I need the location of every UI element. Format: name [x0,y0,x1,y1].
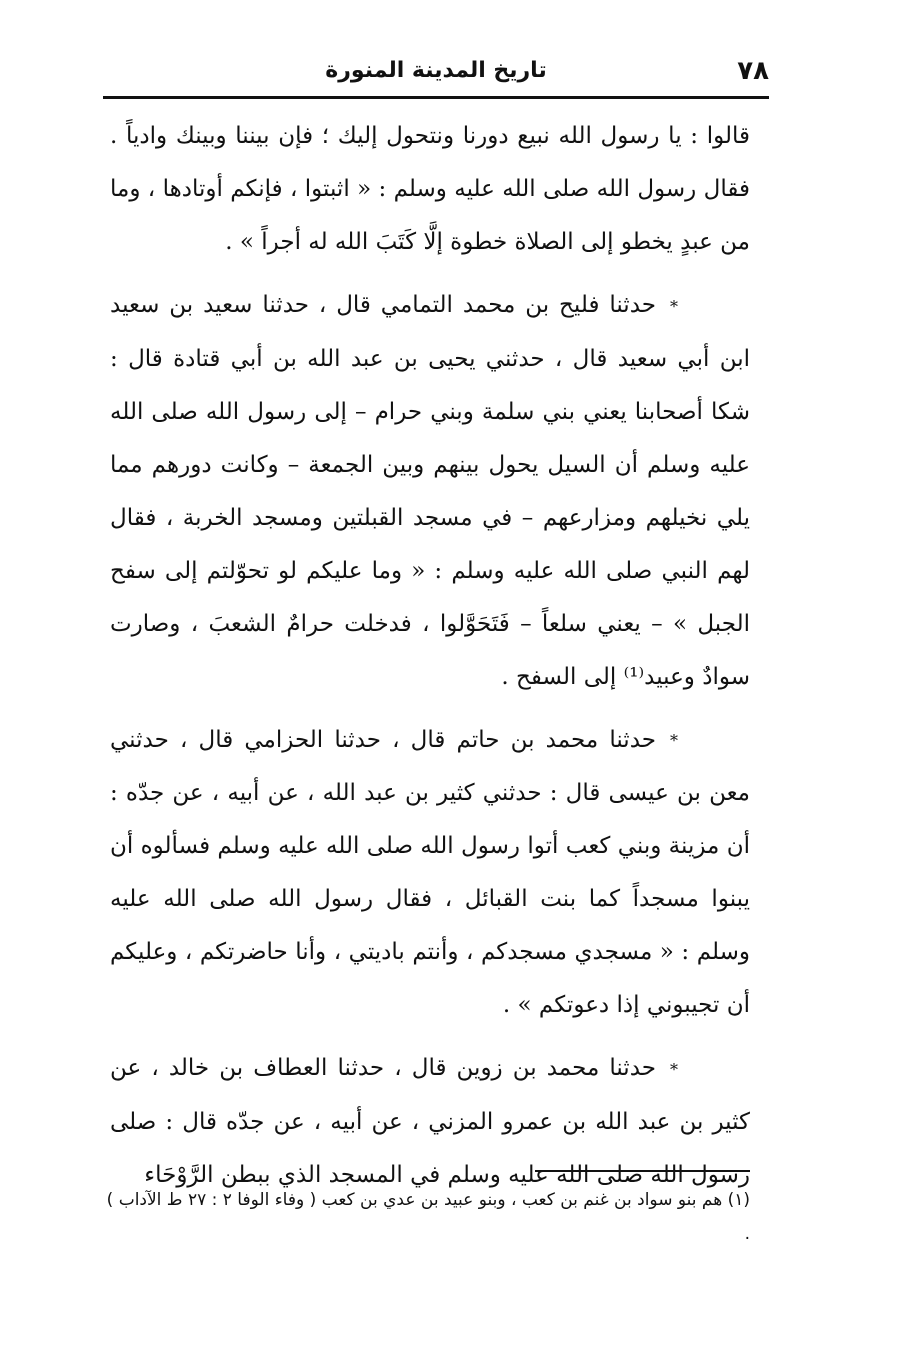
paragraph-marker: * [670,1059,678,1079]
paragraph-4 [110,1042,750,1202]
page-number: ٧٨ [737,56,769,86]
header-rule [103,96,769,99]
body-text [110,110,750,1202]
paragraph-1: قالوا : يا رسول الله نبيع دورنا ونتحول إليك ؛ فإن بيننا وبينك وادياً . فقال رسول الله صلى الله عليه وسلم : « اثبتوا ، فإنكم أوتادها ، وما من عبدٍ يخطو إلى الصلاة خطوة إلَّا كَتَبَ الله له أجراً » . [110,123,750,255]
footnote: (١) هم بنو سواد بن غنم بن كعب ، وبنو عبيد بن عدي بن كعب ( وفاء الوفا ٢ : ٢٧ ط الآداب ) . [106,1190,750,1244]
paragraph-4-text: حدثنا محمد بن زوين قال ، حدثنا العطاف بن خالد ، عن كثير بن عبد الله بن عمرو المزني ، عن أبيه ، عن جدّه قال : صلى رسول الله صلى الله عليه وسلم في المسجد الذي ببطن الرَّوْحَاء [110,1055,750,1188]
running-title: تاريخ المدينة المنورة [325,58,547,83]
paragraph-3 [110,714,750,1033]
footnote-rule [535,1170,750,1172]
page-header [103,52,769,100]
paragraph-3-text: حدثنا محمد بن حاتم قال ، حدثنا الحزامي قال ، حدثني معن بن عيسى قال : حدثني كثير بن عبد الله ، عن أبيه ، عن جدّه : أن مزينة وبني كعب أتوا رسول الله صلى الله عليه وسلم فسألوه أن يبنوا مسجداً كما بنت القبائل ، فقال رسول الله صلى الله عليه وسلم : « مسجدي مسجدكم ، وأنتم باديتي ، وأنا حاضرتكم ، وعليكم أن تجيبوني إذا دعوتكم » . [110,726,750,1018]
paragraph-2 [110,279,750,704]
paragraph-marker: * [670,296,678,316]
paragraph-marker: * [670,731,678,750]
paragraph-2-text: حدثنا فليح بن محمد التمامي قال ، حدثنا سعيد بن سعيد ابن أبي سعيد قال ، حدثني يحيى بن عبد الله بن أبي قتادة قال : شكا أصحابنا يعني بني سلمة وبني حرام – إلى رسول الله صلى الله عليه وسلم أن السيل يحول بينهم وبين الجمعة – وكانت دورهم مما يلي نخيلهم ومزارعهم – في مسجد القبلتين ومسجد الخربة ، فقال لهم النبي صلى الله عليه وسلم : « وما عليكم لو تحوّلتم إلى سفح الجبل » – يعني سلعاً – فَتَحَوَّلوا ، فدخلت حرامٌ الشعبَ ، وصارت سوادٌ وعبيد⁽¹⁾ إلى السفح . [110,292,750,690]
